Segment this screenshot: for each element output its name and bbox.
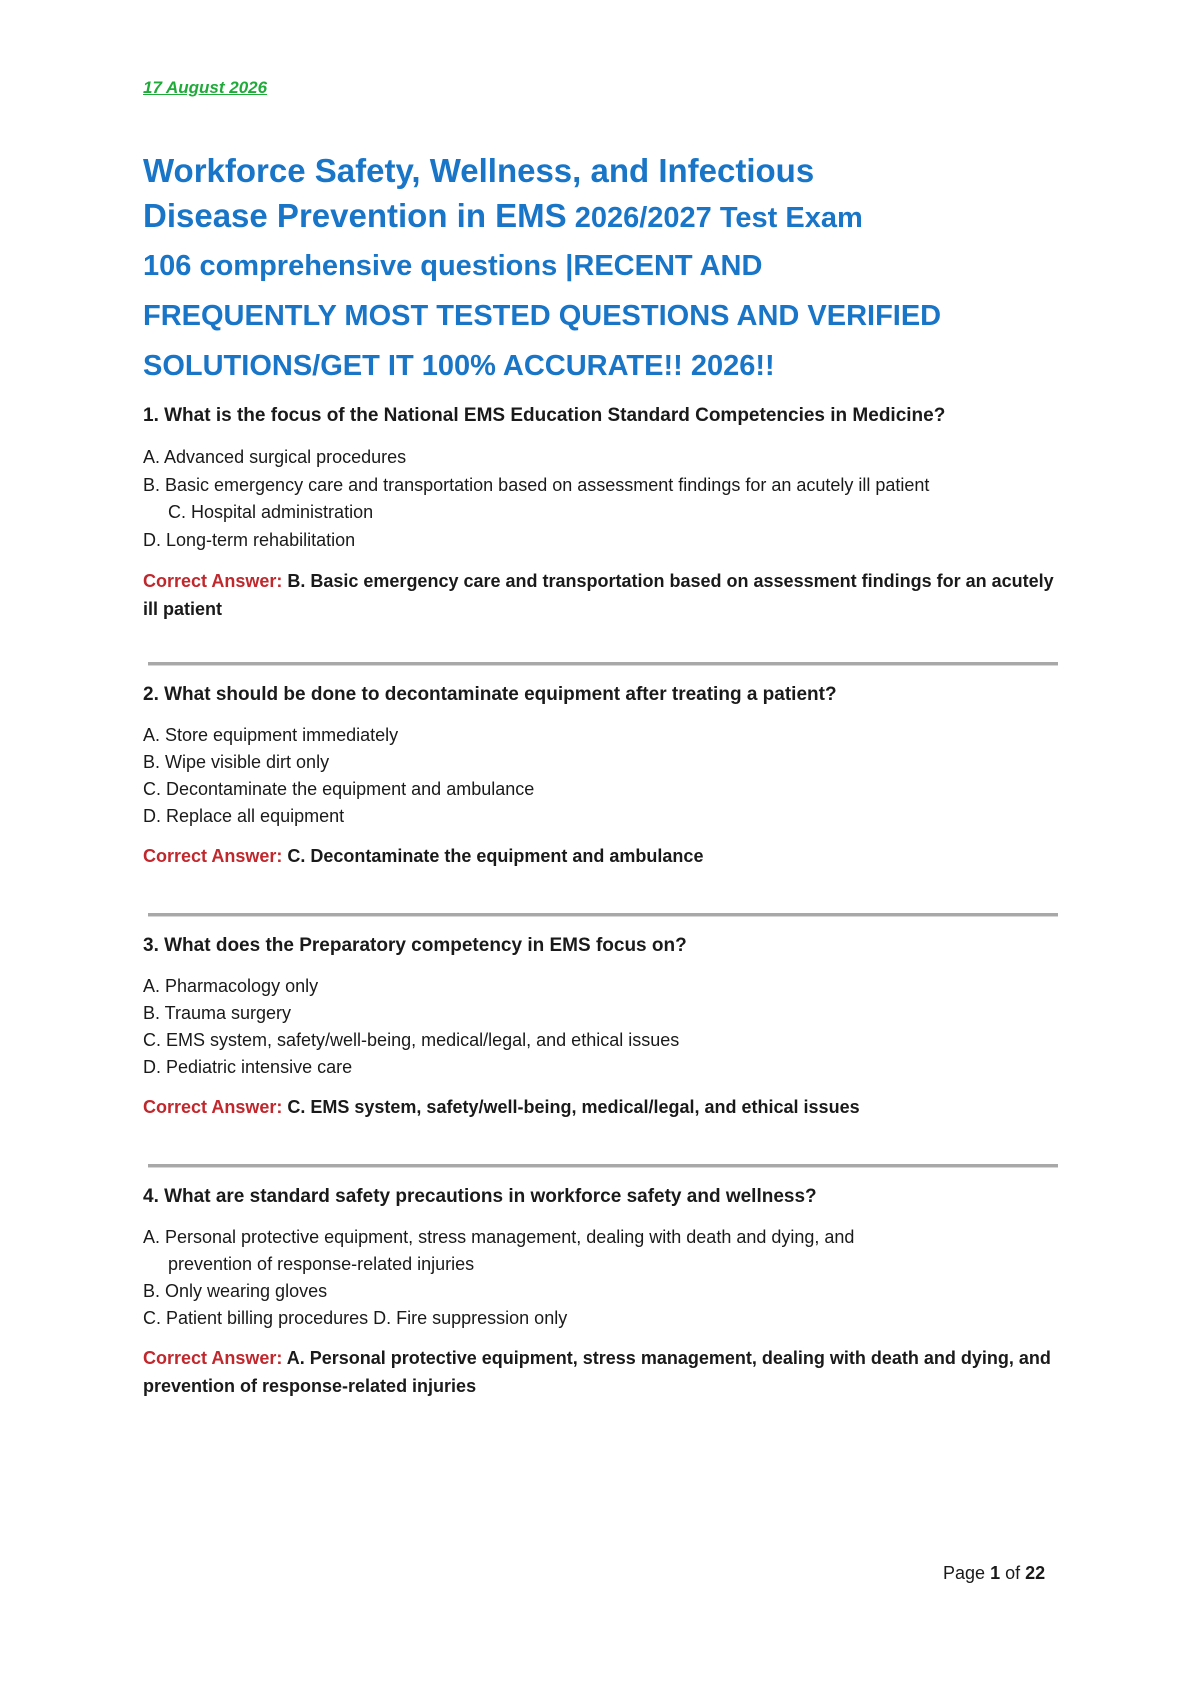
- answer-option: D. Replace all equipment: [143, 806, 345, 826]
- correct-answer: [143, 567, 1063, 623]
- answer-option: B. Wipe visible dirt only: [143, 752, 330, 772]
- answer-option: B. Basic emergency care and transportation based on assessment findings for an acutely ill patient: [143, 475, 930, 495]
- document-date: 17 August 2026: [143, 78, 268, 97]
- section-divider: [148, 913, 1058, 917]
- title-line-3: 106 comprehensive questions |RECENT AND: [143, 250, 763, 282]
- question-text: 4. What are standard safety precautions in workforce safety and wellness?: [143, 1186, 817, 1207]
- answer-option: D. Pediatric intensive care: [143, 1057, 353, 1077]
- section-divider: [148, 662, 1058, 666]
- question-block-4: [143, 1184, 1063, 1400]
- question-text: 3. What does the Preparatory competency in EMS focus on?: [143, 935, 687, 956]
- correct-answer-text: C. Decontaminate the equipment and ambulance: [282, 846, 704, 866]
- title-line-2-tail: 2026/2027 Test Exam: [566, 202, 863, 234]
- correct-answer: [143, 1344, 1063, 1400]
- question-block-3: [143, 933, 1063, 1121]
- correct-answer-text: B. Basic emergency care and transportation based on assessment findings for an acutely ill patient: [143, 571, 1054, 619]
- section-divider: [148, 1164, 1058, 1168]
- answer-option: B. Trauma surgery: [143, 1003, 292, 1023]
- title-line-4: FREQUENTLY MOST TESTED QUESTIONS AND VERIFIED: [143, 300, 942, 332]
- page-footer: [943, 1563, 1045, 1584]
- title-line-2: [143, 193, 1093, 241]
- document-title: [143, 148, 1093, 391]
- title-line-1: Workforce Safety, Wellness, and Infectious: [143, 152, 815, 189]
- title-line-5: SOLUTIONS/GET IT 100% ACCURATE!! 2026!!: [143, 350, 775, 382]
- correct-answer: [143, 842, 1063, 870]
- correct-answer: [143, 1093, 1063, 1121]
- question-block-2: [143, 682, 1063, 870]
- correct-answer-label: Correct Answer:: [143, 846, 283, 866]
- answer-option: C. Decontaminate the equipment and ambulance: [143, 779, 535, 799]
- answer-option: D. Long-term rehabilitation: [143, 530, 356, 550]
- correct-answer-label: Correct Answer:: [143, 571, 283, 591]
- of-word: of: [1005, 1563, 1021, 1583]
- answer-option: A. Personal protective equipment, stress management, dealing with death and dying, and prevention of response-related injuries: [143, 1227, 855, 1274]
- question-text: 2. What should be done to decontaminate equipment after treating a patient?: [143, 684, 837, 705]
- title-line-2-main: Disease Prevention in EMS: [143, 197, 567, 234]
- answer-option: A. Advanced surgical procedures: [143, 447, 407, 467]
- answer-option: B. Only wearing gloves: [143, 1281, 328, 1301]
- answer-option: C. Hospital administration: [168, 502, 374, 522]
- page-total: 22: [1025, 1563, 1046, 1583]
- correct-answer-text: C. EMS system, safety/well-being, medical/legal, and ethical issues: [282, 1097, 860, 1117]
- page-word: Page: [943, 1563, 986, 1583]
- question-text: 1. What is the focus of the National EMS Education Standard Competencies in Medicine?: [143, 405, 946, 426]
- answer-option: C. EMS system, safety/well-being, medical/legal, and ethical issues: [143, 1030, 680, 1050]
- correct-answer-text: A. Personal protective equipment, stress management, dealing with death and dying, and prevention of response-related injuries: [143, 1348, 1051, 1396]
- question-block-1: [143, 403, 1063, 623]
- correct-answer-label: Correct Answer:: [143, 1348, 283, 1368]
- answer-option: A. Store equipment immediately: [143, 725, 399, 745]
- page-number: 1: [990, 1563, 1001, 1583]
- answer-option: C. Patient billing procedures D. Fire suppression only: [143, 1308, 568, 1328]
- answer-option: A. Pharmacology only: [143, 976, 319, 996]
- correct-answer-label: Correct Answer:: [143, 1097, 283, 1117]
